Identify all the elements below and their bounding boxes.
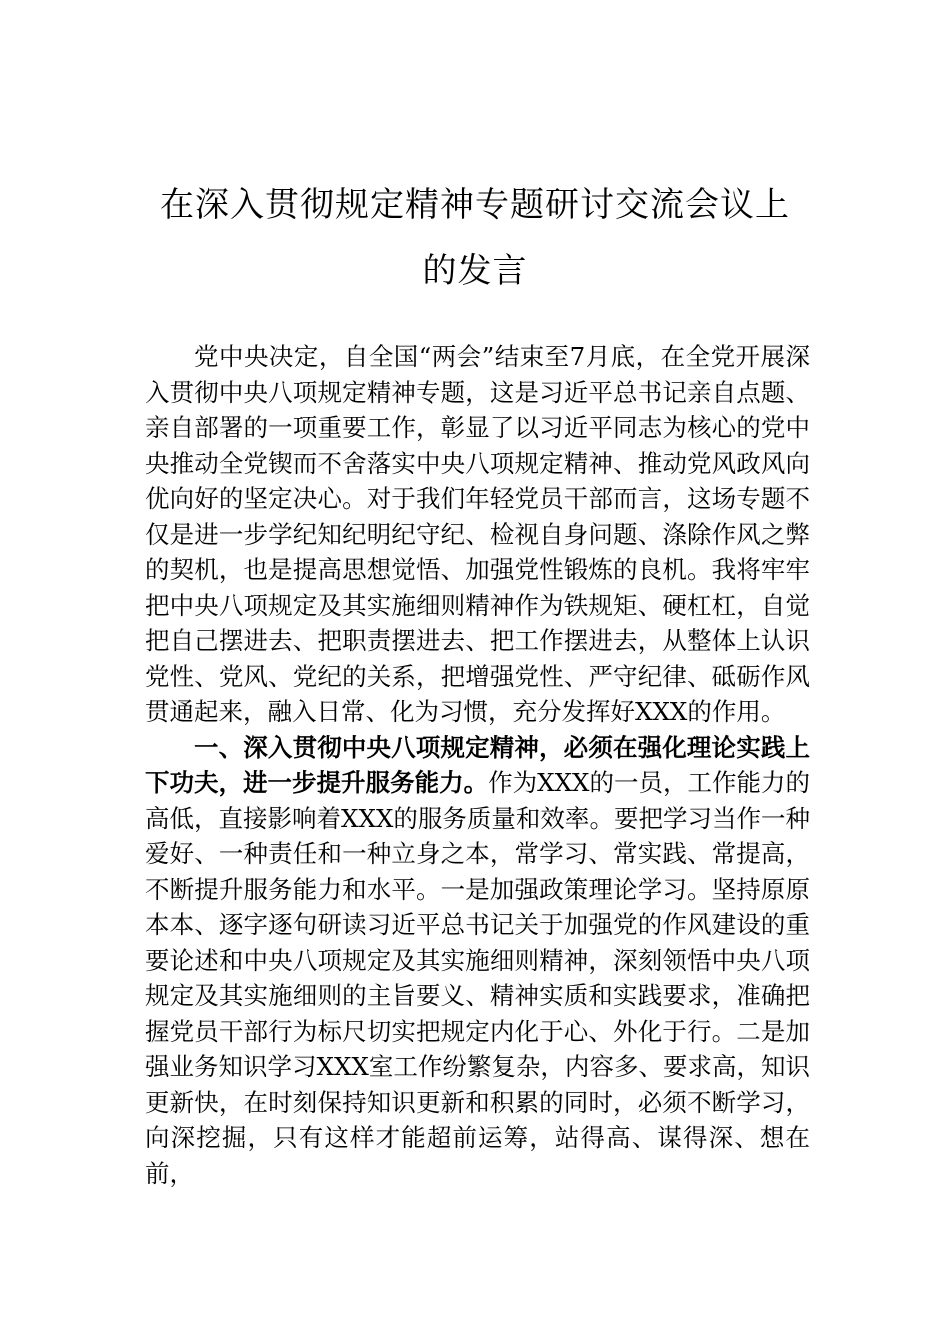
title-line-2: 的发言 bbox=[422, 251, 528, 291]
paragraph-text: 党中央决定，自全国“两会”结束至7月底，在全党开展深入贯彻中央八项规定精神专题，这是习近平总书记亲自点题、亲自部署的一项重要工作，彰显了以习近平同志为核心的党中央推动全党锲而不舍落实中央八项规定精神、推动党风政风向优向好的坚定决心。对于我们年轻党员干部而言，这场专题不仅是进一步学纪知纪明纪守纪、检视自身问题、涤除作风之弊的契机，也是提高思想觉悟、加强党性锻炼的良机。我将牢牢把中央八项规定及其实施细则精神作为铁规矩、硬杠杠，自觉把自己摆进去、把职责摆进去、把工作摆进去，从整体上认识党性、党风、党纪的关系，把增强党性、严守纪律、砥砺作风贯通起来，融入日常、化为习惯，充分发挥好XXX的作用。 bbox=[145, 342, 810, 726]
section-heading: 一、深入贯彻中央八项规定精神，必须在强化理论实践上下功夫，进一步提升服务能力。 bbox=[145, 732, 810, 797]
paragraph-section-1 bbox=[145, 730, 810, 1192]
document-title bbox=[140, 172, 810, 304]
paragraph-intro bbox=[145, 339, 810, 730]
paragraph-text: 作为XXX的一员，工作能力的高低，直接影响着XXX的服务质量和效率。要把学习当作一种爱好、一种责任和一种立身之本，常学习、常实践、常提高，不断提升服务能力和水平。一是加强政策理论学习。坚持原原本本、逐字逐句研读习近平总书记关于加强党的作风建设的重要论述和中央八项规定及其实施细则精神，深刻领悟中央八项规定及其实施细则的主旨要义、精神实质和实践要求，准确把握党员干部行为标尺切实把规定内化于心、外化于行。二是加强业务知识学习XXX室工作纷繁复杂，内容多、要求高，知识更新快，在时刻保持知识更新和积累的同时，必须不断学习，向深挖掘，只有这样才能超前运筹，站得高、谋得深、想在前， bbox=[145, 768, 811, 1188]
document-body bbox=[145, 339, 810, 1191]
title-line-1: 在深入贯彻规定精神专题研讨交流会议上 bbox=[160, 185, 790, 225]
